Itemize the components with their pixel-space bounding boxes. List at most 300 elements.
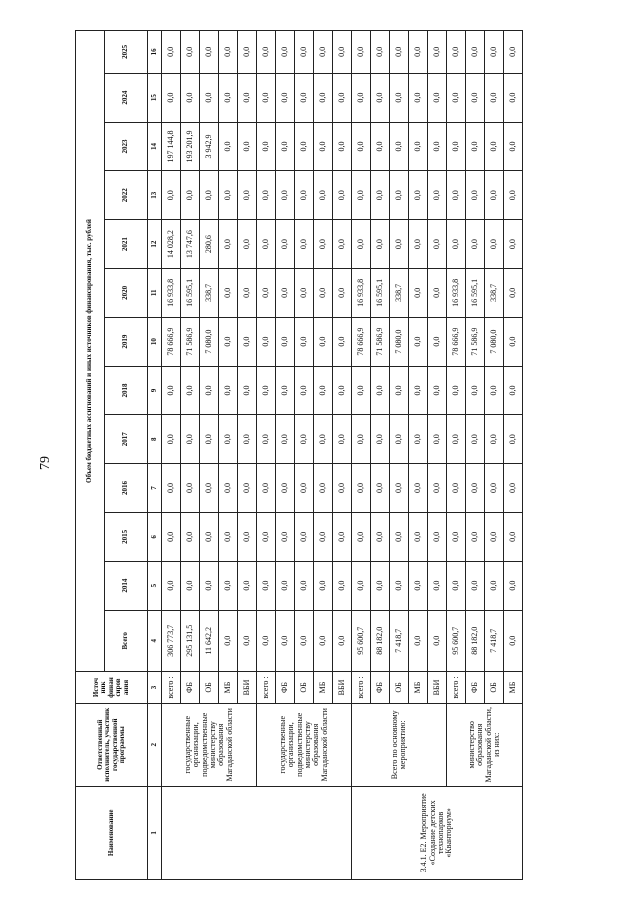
column-number: 11	[148, 268, 162, 317]
value-cell: 0,0	[428, 464, 447, 513]
value-cell: 0,0	[466, 31, 485, 74]
value-cell: 0,0	[314, 464, 333, 513]
value-cell: 0,0	[485, 561, 504, 610]
value-cell: 0,0	[276, 220, 295, 269]
value-cell: 0,0	[409, 268, 428, 317]
value-cell: 0,0	[276, 561, 295, 610]
total-cell: 295 131,5	[181, 610, 200, 672]
total-cell: 95 600,7	[447, 610, 466, 672]
value-cell: 0,0	[257, 561, 276, 610]
value-cell: 0,0	[276, 512, 295, 561]
value-cell: 78 666,9	[162, 317, 181, 366]
column-number: 12	[148, 220, 162, 269]
column-number: 6	[148, 512, 162, 561]
value-cell: 0,0	[314, 31, 333, 74]
value-cell: 0,0	[295, 268, 314, 317]
value-cell: 0,0	[276, 415, 295, 464]
value-cell: 0,0	[238, 268, 257, 317]
value-cell: 0,0	[276, 317, 295, 366]
value-cell: 0,0	[504, 415, 523, 464]
source-cell: ОБ	[295, 672, 314, 704]
value-cell: 0,0	[409, 171, 428, 220]
column-number: 15	[148, 73, 162, 122]
value-cell: 0,0	[314, 561, 333, 610]
value-cell: 0,0	[162, 415, 181, 464]
value-cell: 0,0	[276, 366, 295, 415]
value-cell: 0,0	[238, 366, 257, 415]
value-cell: 0,0	[504, 366, 523, 415]
value-cell: 0,0	[333, 220, 352, 269]
value-cell: 0,0	[219, 561, 238, 610]
value-cell: 0,0	[371, 512, 390, 561]
value-cell: 0,0	[219, 366, 238, 415]
value-cell: 0,0	[504, 512, 523, 561]
value-cell: 0,0	[257, 512, 276, 561]
header-year: 2024	[105, 73, 148, 122]
value-cell: 0,0	[352, 220, 371, 269]
column-number: 4	[148, 610, 162, 672]
value-cell: 0,0	[352, 464, 371, 513]
value-cell: 0,0	[219, 73, 238, 122]
value-cell: 0,0	[352, 415, 371, 464]
value-cell: 0,0	[162, 512, 181, 561]
value-cell: 0,0	[276, 268, 295, 317]
value-cell: 0,0	[428, 31, 447, 74]
value-cell: 0,0	[409, 73, 428, 122]
value-cell: 0,0	[428, 415, 447, 464]
source-cell: всего :	[257, 672, 276, 704]
value-cell: 0,0	[485, 366, 504, 415]
value-cell: 0,0	[447, 31, 466, 74]
total-cell: 0,0	[276, 610, 295, 672]
value-cell: 0,0	[447, 366, 466, 415]
header-name: Наименование	[76, 786, 148, 879]
source-cell: МБ	[219, 672, 238, 704]
value-cell: 0,0	[333, 73, 352, 122]
header-year: 2015	[105, 512, 148, 561]
column-number: 13	[148, 171, 162, 220]
value-cell: 0,0	[466, 122, 485, 171]
value-cell: 0,0	[409, 31, 428, 74]
table-row	[257, 31, 276, 880]
value-cell: 0,0	[257, 317, 276, 366]
source-cell: ВБИ	[333, 672, 352, 704]
header-year: 2016	[105, 464, 148, 513]
value-cell: 0,0	[276, 31, 295, 74]
total-cell: 0,0	[504, 610, 523, 672]
value-cell: 0,0	[200, 366, 219, 415]
value-cell: 7 080,0	[485, 317, 504, 366]
value-cell: 193 201,9	[181, 122, 200, 171]
header-year: 2018	[105, 366, 148, 415]
value-cell: 0,0	[238, 561, 257, 610]
total-cell: 0,0	[219, 610, 238, 672]
value-cell: 0,0	[219, 512, 238, 561]
value-cell: 0,0	[200, 415, 219, 464]
value-cell: 0,0	[295, 561, 314, 610]
value-cell: 0,0	[466, 171, 485, 220]
total-cell: 306 773,7	[162, 610, 181, 672]
activity-name-cell: 3.4.1. Е2. Мероприятие «Создание детских технопарков «Кванториум»	[352, 786, 523, 879]
value-cell: 0,0	[162, 366, 181, 415]
source-cell: ВБИ	[238, 672, 257, 704]
value-cell: 0,0	[238, 317, 257, 366]
value-cell: 0,0	[295, 464, 314, 513]
column-number: 3	[148, 672, 162, 704]
value-cell: 0,0	[219, 415, 238, 464]
value-cell: 16 933,8	[352, 268, 371, 317]
value-cell: 0,0	[257, 464, 276, 513]
value-cell: 0,0	[333, 268, 352, 317]
value-cell: 0,0	[428, 122, 447, 171]
value-cell: 0,0	[352, 512, 371, 561]
value-cell: 0,0	[276, 464, 295, 513]
total-cell: 0,0	[257, 610, 276, 672]
value-cell: 0,0	[447, 561, 466, 610]
value-cell: 0,0	[181, 171, 200, 220]
value-cell: 0,0	[162, 464, 181, 513]
value-cell: 0,0	[181, 73, 200, 122]
value-cell: 0,0	[181, 366, 200, 415]
header-year: 2017	[105, 415, 148, 464]
value-cell: 0,0	[295, 512, 314, 561]
source-cell: МБ	[314, 672, 333, 704]
value-cell: 197 144,8	[162, 122, 181, 171]
column-number: 7	[148, 464, 162, 513]
value-cell: 16 595,1	[181, 268, 200, 317]
value-cell: 0,0	[314, 73, 333, 122]
header-year: 2014	[105, 561, 148, 610]
value-cell: 0,0	[485, 464, 504, 513]
value-cell: 0,0	[200, 561, 219, 610]
value-cell: 0,0	[466, 73, 485, 122]
total-cell: 7 418,7	[485, 610, 504, 672]
value-cell: 0,0	[485, 73, 504, 122]
value-cell: 0,0	[409, 366, 428, 415]
source-cell: всего :	[352, 672, 371, 704]
value-cell: 0,0	[162, 73, 181, 122]
value-cell: 0,0	[295, 366, 314, 415]
value-cell: 0,0	[504, 31, 523, 74]
value-cell: 0,0	[371, 366, 390, 415]
value-cell: 78 666,9	[447, 317, 466, 366]
value-cell: 0,0	[333, 415, 352, 464]
value-cell: 0,0	[314, 317, 333, 366]
value-cell: 0,0	[390, 366, 409, 415]
value-cell: 0,0	[181, 512, 200, 561]
value-cell: 0,0	[485, 415, 504, 464]
value-cell: 0,0	[390, 220, 409, 269]
value-cell: 0,0	[428, 73, 447, 122]
value-cell: 16 933,8	[162, 268, 181, 317]
header-total: Всего	[105, 610, 148, 672]
value-cell: 0,0	[390, 73, 409, 122]
value-cell: 0,0	[314, 220, 333, 269]
value-cell: 0,0	[257, 268, 276, 317]
value-cell: 0,0	[504, 73, 523, 122]
source-cell: ОБ	[200, 672, 219, 704]
value-cell: 0,0	[333, 171, 352, 220]
value-cell: 0,0	[447, 73, 466, 122]
executor-cell: государственные организации, подведомственные министерству образования Магаданской области	[257, 703, 352, 786]
value-cell: 0,0	[428, 171, 447, 220]
value-cell: 14 028,2	[162, 220, 181, 269]
value-cell: 0,0	[333, 512, 352, 561]
column-number: 5	[148, 561, 162, 610]
value-cell: 0,0	[466, 366, 485, 415]
value-cell: 0,0	[466, 464, 485, 513]
header-year: 2019	[105, 317, 148, 366]
column-number: 10	[148, 317, 162, 366]
value-cell: 338,7	[390, 268, 409, 317]
value-cell: 0,0	[485, 512, 504, 561]
value-cell: 16 933,8	[447, 268, 466, 317]
column-number: 16	[148, 31, 162, 74]
value-cell: 0,0	[295, 171, 314, 220]
value-cell: 0,0	[295, 220, 314, 269]
value-cell: 0,0	[447, 122, 466, 171]
value-cell: 0,0	[371, 220, 390, 269]
value-cell: 0,0	[504, 268, 523, 317]
value-cell: 0,0	[181, 31, 200, 74]
value-cell: 0,0	[409, 512, 428, 561]
table-row	[162, 31, 181, 880]
value-cell: 0,0	[314, 512, 333, 561]
value-cell: 0,0	[219, 122, 238, 171]
value-cell: 0,0	[276, 122, 295, 171]
value-cell: 280,6	[200, 220, 219, 269]
value-cell: 0,0	[504, 220, 523, 269]
total-cell: 0,0	[409, 610, 428, 672]
value-cell: 7 080,0	[200, 317, 219, 366]
header-year: 2022	[105, 171, 148, 220]
value-cell: 0,0	[181, 415, 200, 464]
value-cell: 0,0	[219, 220, 238, 269]
value-cell: 71 586,9	[466, 317, 485, 366]
value-cell: 3 942,9	[200, 122, 219, 171]
value-cell: 0,0	[352, 366, 371, 415]
header-executor: Ответственный исполнитель, участник государственной программы	[76, 703, 148, 786]
table-row	[352, 31, 371, 880]
value-cell: 0,0	[333, 561, 352, 610]
value-cell: 0,0	[333, 464, 352, 513]
value-cell: 0,0	[238, 171, 257, 220]
value-cell: 0,0	[333, 366, 352, 415]
value-cell: 0,0	[257, 31, 276, 74]
source-cell: всего :	[447, 672, 466, 704]
value-cell: 0,0	[352, 171, 371, 220]
value-cell: 71 586,9	[181, 317, 200, 366]
value-cell: 0,0	[257, 171, 276, 220]
source-cell: всего :	[162, 672, 181, 704]
value-cell: 0,0	[200, 512, 219, 561]
value-cell: 0,0	[314, 268, 333, 317]
header-source: Источ ник финан сиров ания	[76, 672, 148, 704]
value-cell: 0,0	[466, 415, 485, 464]
value-cell: 0,0	[200, 31, 219, 74]
value-cell: 71 586,9	[371, 317, 390, 366]
value-cell: 0,0	[314, 122, 333, 171]
value-cell: 0,0	[390, 171, 409, 220]
value-cell: 78 666,9	[352, 317, 371, 366]
value-cell: 0,0	[390, 415, 409, 464]
value-cell: 0,0	[219, 31, 238, 74]
source-cell: ФБ	[181, 672, 200, 704]
value-cell: 0,0	[200, 171, 219, 220]
value-cell: 0,0	[238, 512, 257, 561]
value-cell: 0,0	[200, 73, 219, 122]
value-cell: 0,0	[257, 73, 276, 122]
executor-cell: министерство образования Магаданской области, из них:	[447, 703, 523, 786]
value-cell: 0,0	[485, 31, 504, 74]
value-cell: 0,0	[352, 122, 371, 171]
total-cell: 0,0	[333, 610, 352, 672]
value-cell: 0,0	[447, 415, 466, 464]
activity-name-cell	[162, 786, 352, 879]
column-number: 14	[148, 122, 162, 171]
value-cell: 0,0	[162, 561, 181, 610]
value-cell: 0,0	[409, 464, 428, 513]
column-number: 8	[148, 415, 162, 464]
source-cell: ФБ	[466, 672, 485, 704]
value-cell: 0,0	[238, 220, 257, 269]
total-cell: 88 182,0	[371, 610, 390, 672]
value-cell: 0,0	[219, 464, 238, 513]
column-number: 2	[148, 703, 162, 786]
total-cell: 0,0	[295, 610, 314, 672]
value-cell: 0,0	[295, 73, 314, 122]
value-cell: 0,0	[200, 464, 219, 513]
value-cell: 0,0	[276, 171, 295, 220]
value-cell: 0,0	[257, 220, 276, 269]
value-cell: 0,0	[447, 512, 466, 561]
value-cell: 13 747,6	[181, 220, 200, 269]
value-cell: 0,0	[257, 415, 276, 464]
value-cell: 0,0	[409, 415, 428, 464]
value-cell: 0,0	[447, 464, 466, 513]
value-cell: 16 595,1	[466, 268, 485, 317]
column-number: 9	[148, 366, 162, 415]
value-cell: 338,7	[200, 268, 219, 317]
executor-cell: государственные организации, подведомственные министерству образования Магаданской области	[162, 703, 257, 786]
value-cell: 0,0	[409, 561, 428, 610]
value-cell: 0,0	[466, 512, 485, 561]
value-cell: 0,0	[238, 73, 257, 122]
value-cell: 0,0	[447, 171, 466, 220]
value-cell: 0,0	[333, 122, 352, 171]
value-cell: 0,0	[352, 31, 371, 74]
value-cell: 0,0	[238, 31, 257, 74]
total-cell: 0,0	[428, 610, 447, 672]
value-cell: 0,0	[238, 415, 257, 464]
table-row	[447, 31, 466, 880]
value-cell: 0,0	[428, 561, 447, 610]
value-cell: 0,0	[371, 171, 390, 220]
total-cell: 95 600,7	[352, 610, 371, 672]
page-number: 79	[38, 456, 53, 470]
value-cell: 0,0	[428, 268, 447, 317]
value-cell: 0,0	[504, 171, 523, 220]
value-cell: 0,0	[276, 73, 295, 122]
value-cell: 0,0	[295, 122, 314, 171]
value-cell: 0,0	[409, 122, 428, 171]
header-funding-title: Объем бюджетных ассигнований и иных источников финансирования, тыс. рублей	[76, 31, 105, 672]
value-cell: 0,0	[428, 512, 447, 561]
source-cell: ВБИ	[428, 672, 447, 704]
header-year: 2021	[105, 220, 148, 269]
value-cell: 0,0	[238, 464, 257, 513]
source-cell: ОБ	[390, 672, 409, 704]
header-year: 2020	[105, 268, 148, 317]
value-cell: 0,0	[314, 415, 333, 464]
source-cell: ФБ	[371, 672, 390, 704]
value-cell: 0,0	[485, 171, 504, 220]
value-cell: 0,0	[390, 561, 409, 610]
total-cell: 11 642,2	[200, 610, 219, 672]
value-cell: 0,0	[371, 122, 390, 171]
source-cell: МБ	[504, 672, 523, 704]
value-cell: 0,0	[504, 561, 523, 610]
value-cell: 0,0	[238, 122, 257, 171]
executor-cell: Всего по основному мероприятию:	[352, 703, 447, 786]
value-cell: 0,0	[390, 464, 409, 513]
value-cell: 0,0	[219, 268, 238, 317]
value-cell: 0,0	[314, 366, 333, 415]
value-cell: 0,0	[371, 73, 390, 122]
value-cell: 0,0	[314, 171, 333, 220]
funding-table	[75, 30, 523, 880]
value-cell: 0,0	[219, 171, 238, 220]
value-cell: 0,0	[428, 366, 447, 415]
value-cell: 0,0	[485, 220, 504, 269]
value-cell: 0,0	[504, 464, 523, 513]
header-year: 2025	[105, 31, 148, 74]
value-cell: 7 080,0	[390, 317, 409, 366]
value-cell: 0,0	[352, 73, 371, 122]
value-cell: 0,0	[466, 220, 485, 269]
total-cell: 0,0	[238, 610, 257, 672]
value-cell: 0,0	[352, 561, 371, 610]
source-cell: ОБ	[485, 672, 504, 704]
value-cell: 0,0	[390, 512, 409, 561]
header-year: 2023	[105, 122, 148, 171]
value-cell: 0,0	[390, 31, 409, 74]
value-cell: 0,0	[219, 317, 238, 366]
value-cell: 0,0	[295, 415, 314, 464]
value-cell: 0,0	[295, 31, 314, 74]
value-cell: 0,0	[162, 171, 181, 220]
value-cell: 0,0	[504, 317, 523, 366]
total-cell: 7 418,7	[390, 610, 409, 672]
value-cell: 0,0	[181, 561, 200, 610]
value-cell: 0,0	[257, 366, 276, 415]
value-cell: 0,0	[162, 31, 181, 74]
value-cell: 338,7	[485, 268, 504, 317]
column-number: 1	[148, 786, 162, 879]
total-cell: 0,0	[314, 610, 333, 672]
value-cell: 16 595,1	[371, 268, 390, 317]
source-cell: ФБ	[276, 672, 295, 704]
value-cell: 0,0	[485, 122, 504, 171]
value-cell: 0,0	[466, 561, 485, 610]
value-cell: 0,0	[181, 464, 200, 513]
value-cell: 0,0	[390, 122, 409, 171]
value-cell: 0,0	[371, 415, 390, 464]
total-cell: 88 182,0	[466, 610, 485, 672]
value-cell: 0,0	[295, 317, 314, 366]
value-cell: 0,0	[409, 220, 428, 269]
value-cell: 0,0	[333, 317, 352, 366]
